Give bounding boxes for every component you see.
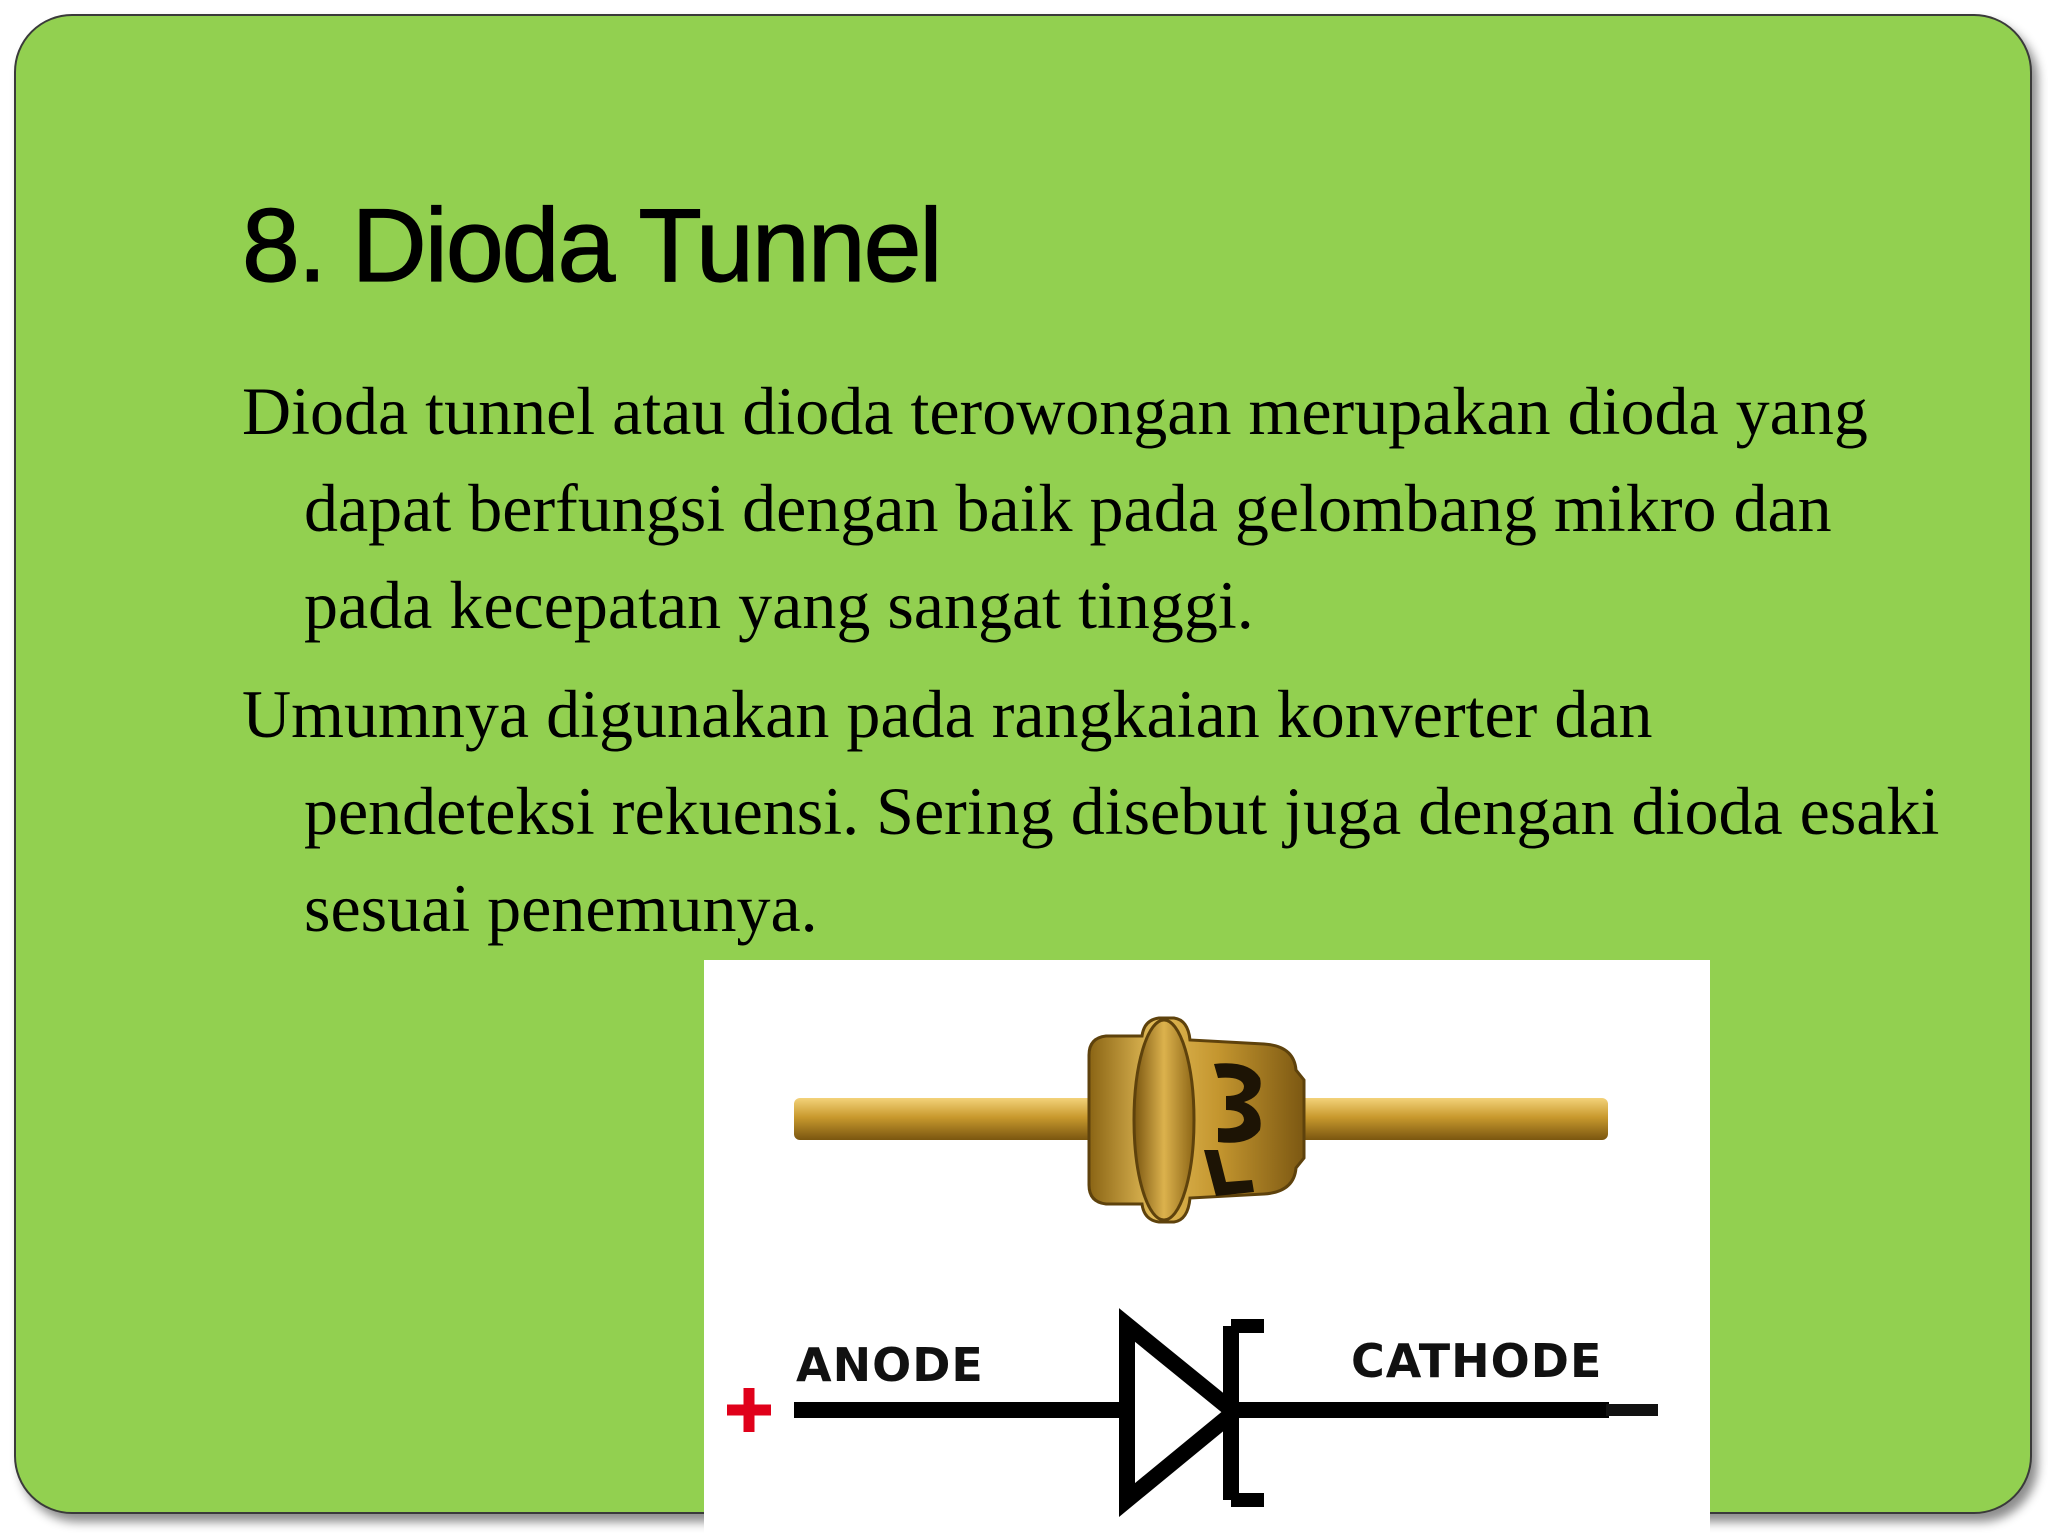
diode-flange — [1134, 1020, 1194, 1220]
diode-can — [1089, 1018, 1304, 1222]
diode-triangle — [1127, 1325, 1234, 1500]
tunnel-diode-illustration — [704, 960, 1710, 1536]
cathode-label: CATHODE — [1351, 1334, 1603, 1388]
paragraph-usage: Umumnya digunakan pada rangkaian konverter dan pendeteksi rekuensi. Sering disebut juga dengan dioda esaki sesuai penemunya. — [242, 676, 1940, 946]
plus-icon — [727, 1388, 771, 1432]
paragraph-definition: Dioda tunnel atau dioda terowongan merupakan dioda yang dapat berfungsi dengan baik pada gelombang mikro dan pada kecepatan yang sangat tinggi. — [242, 373, 1868, 643]
anode-wire — [794, 1402, 1124, 1418]
minus-icon — [1606, 1404, 1658, 1416]
cathode-wire — [1239, 1402, 1609, 1418]
tunnel-diode-figure — [704, 960, 1710, 1536]
anode-label: ANODE — [796, 1338, 984, 1392]
diode-photo — [794, 1018, 1608, 1222]
slide-title: 8. Dioda Tunnel — [242, 188, 941, 304]
